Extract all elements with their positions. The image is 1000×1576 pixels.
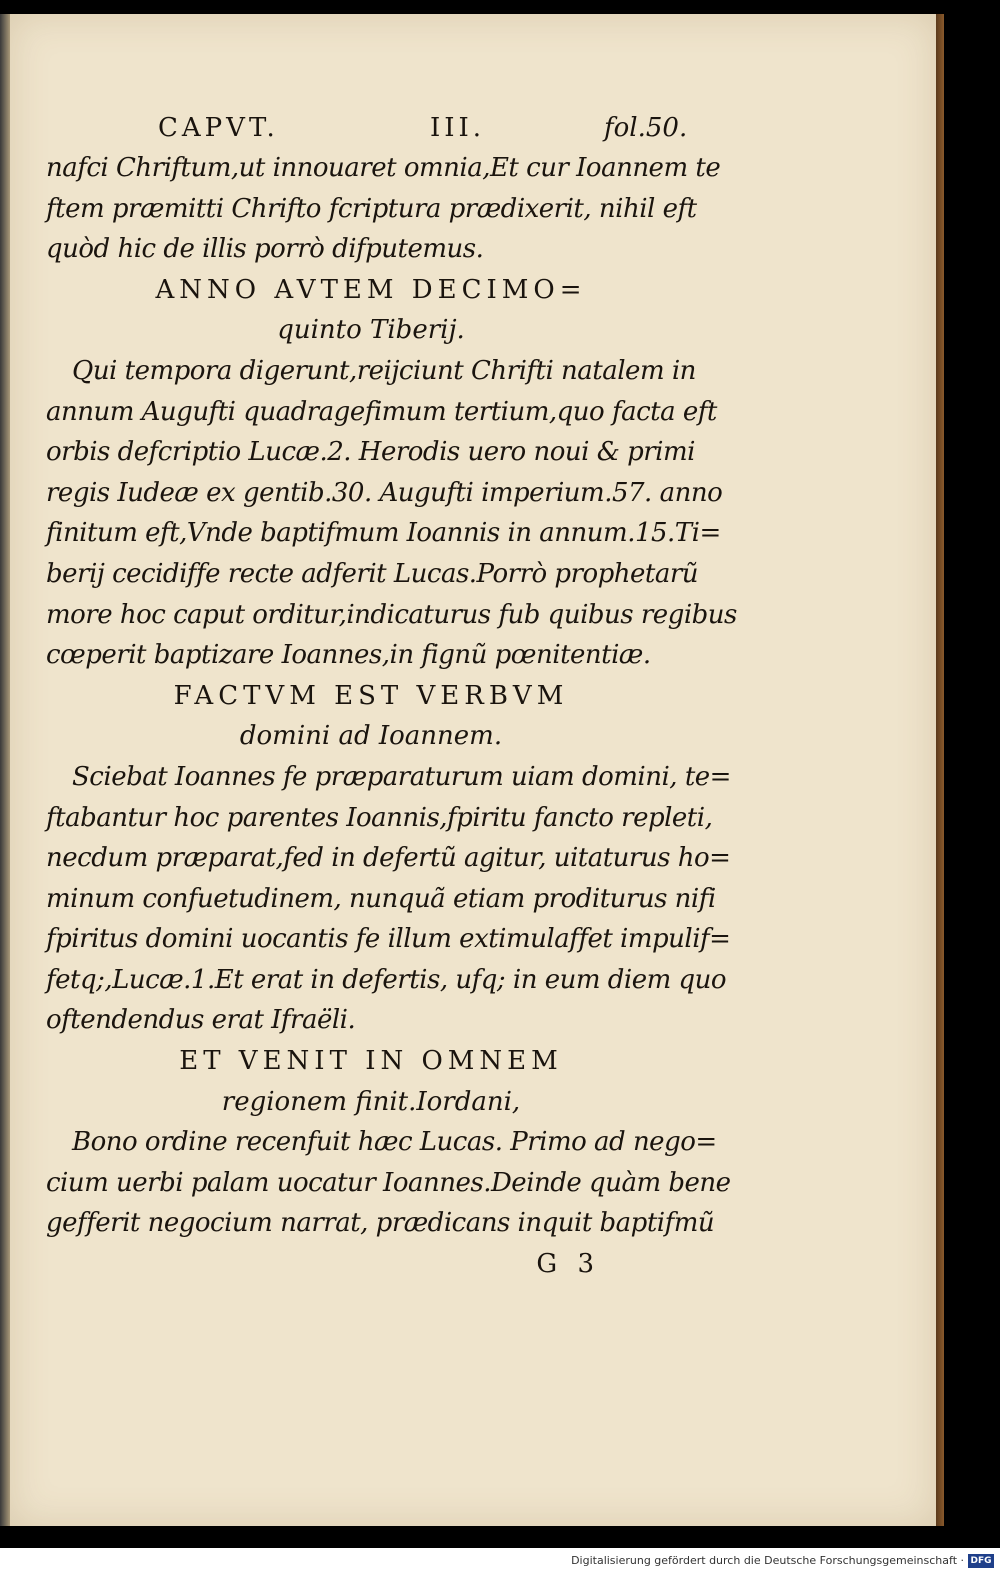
page-left-edge (0, 14, 10, 1526)
text-line: minum confuetudinem, nunquã etiam proditurus nifi (46, 883, 716, 914)
text-line: cœperit baptizare Ioannes,in fignũ pœnitentiæ. (46, 640, 651, 671)
page-text-block (46, 108, 737, 1285)
section-subheading: regionem finit.Iordani, (221, 1086, 521, 1117)
text-lines (46, 148, 737, 1244)
dfg-credit: Digitalisierung gefördert durch die Deutsche Forschungsgemeinschaft · (571, 1554, 964, 1567)
text-line: more hoc caput orditur,indicaturus fub quibus regibus (46, 599, 737, 630)
running-head (46, 108, 696, 148)
text-line: gefferit negocium narrat, prædicans inquit baptifmũ (46, 1208, 715, 1239)
text-line: ftem præmitti Chrifto fcriptura prædixerit, nihil eft (46, 193, 697, 224)
text-line: Bono ordine recenfuit hæc Lucas. Primo ad nego= (72, 1127, 717, 1158)
text-line: berij cecidiffe recte adferit Lucas.Porrò prophetarũ (46, 558, 699, 589)
folio-number: fol.50. (604, 113, 688, 143)
section-heading: FACTVM EST VERBVM (173, 680, 569, 711)
text-line: orbis defcriptio Lucæ.2. Herodis uero noui & primi (46, 437, 695, 468)
text-line: oftendendus erat Ifraëli. (46, 1005, 356, 1036)
text-line: fetq;,Lucæ.1.Et erat in defertis, ufq; in eum diem quo (46, 964, 727, 995)
digitization-footer (0, 1548, 1000, 1576)
text-line: regis Iudeæ ex gentib.30. Augufti imperium.57. anno (46, 477, 723, 508)
signature-mark: G 3 (536, 1249, 600, 1280)
text-line: ftabantur hoc parentes Ioannis,fpiritu fancto repleti, (46, 802, 713, 833)
page-fore-edge (936, 14, 944, 1526)
section-heading: ET VENIT IN OMNEM (179, 1046, 563, 1077)
text-line: fpiritus domini uocantis fe illum extimulaffet impulif= (46, 924, 731, 955)
dfg-logo: DFG (968, 1554, 994, 1568)
text-line: quòd hic de illis porrò difputemus. (46, 234, 484, 265)
section-subheading: domini ad Ioannem. (239, 721, 503, 752)
text-line: Qui tempora digerunt,reijciunt Chrifti natalem in (72, 355, 696, 386)
text-line: annum Augufti quadragefimum tertium,quo facta eft (46, 396, 717, 427)
text-line: cium uerbi palam uocatur Ioannes.Deinde quàm bene (46, 1167, 731, 1198)
text-line: finitum eft,Vnde baptifmum Ioannis in annum.15.Ti= (46, 518, 721, 549)
running-head-chapter: III. (430, 113, 486, 143)
text-line: Sciebat Ioannes fe præparaturum uiam domini, te= (72, 761, 731, 792)
text-line: nafci Chriftum,ut innouaret omnia,Et cur Ioannem te (46, 153, 721, 183)
text-line: necdum præparat,fed in defertũ agitur, uitaturus ho= (46, 843, 731, 874)
running-head-left: CAPVT. (158, 113, 279, 143)
section-subheading: quinto Tiberij. (277, 315, 465, 346)
section-heading: ANNO AVTEM DECIMO= (155, 274, 587, 305)
